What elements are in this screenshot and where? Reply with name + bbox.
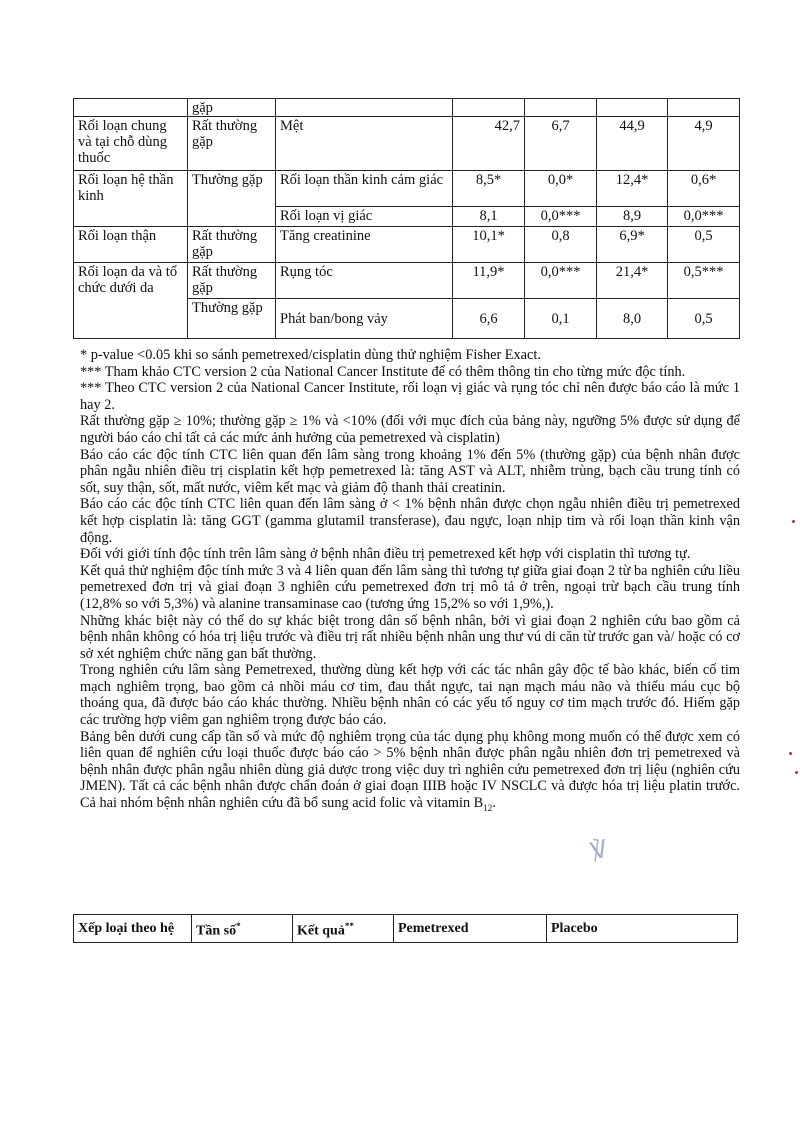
effect-cell: Phát ban/bong vảy xyxy=(276,299,453,339)
value-cell: 0,0*** xyxy=(525,207,597,227)
header-frequency-label: Tần số xyxy=(196,923,237,939)
table-row xyxy=(74,915,738,943)
value-cell: 0,5 xyxy=(668,299,740,339)
system-cell: Rối loạn hệ thần kinh xyxy=(74,171,188,227)
effect-cell: Rối loạn thần kinh cảm giác xyxy=(276,171,453,207)
system-cell: Rối loạn da và tổ chức dưới da xyxy=(74,263,188,339)
value-cell xyxy=(597,99,668,117)
header-placebo: Placebo xyxy=(547,915,738,943)
effect-cell xyxy=(276,99,453,117)
note-text: Bảng bên dưới cung cấp tần số và mức độ nghiêm trọng của tác dụng phụ không mong muốn có thể được xem có liên quan để nghiên cứu loại thuốc được báo cáo > 5% bệnh nhân được phân ngẫu nhiên đơn trị pemetrexed và bệnh nhân được phân ngẫu nhiên dùng giả dược trong việc duy trì nghiên cứu pemetrexed đơn trị liệu (nghiên cứu JMEN). Tất cả các bệnh nhân được chẩn đoán ở giai đoạn IIIB hoặc IV NSCLC và được hóa trị liệu platin trước. Cả hai nhóm bệnh nhân nghiên cứu đã bổ sung acid folic và vitamin B xyxy=(80,728,740,812)
frequency-cell: Rất thường gặp xyxy=(188,117,276,171)
table-row xyxy=(74,263,740,299)
note-paragraph: Rất thường gặp ≥ 10%; thường gặp ≥ 1% và <10% (đối với mục đích của bảng này, ngưỡng 5% được sử dụng để người báo cáo chỉ tất cả các mức ảnh hưởng của pemetrexed và cisplatin) xyxy=(80,413,740,446)
note-paragraph: Kết quả thử nghiệm độc tính mức 3 và 4 liên quan đến lâm sàng thì tương tự giữa giai đoạn 2 từ ba nghiên cứu liều pemetrexed đơn trị và giai đoạn 3 nghiên cứu pemetrexed đơn trị mô tả ở trên, ngoại trừ bạch cầu trung tính (12,8% so với 5,3%) và alanine transaminase cao (tương ứng 15,2% so với 1,9%,). xyxy=(80,562,740,612)
jmen-table-header xyxy=(73,914,738,943)
scan-speck xyxy=(789,752,792,755)
value-cell: 44,9 xyxy=(597,117,668,171)
note-paragraph: Đối với giới tính độc tính trên lâm sàng ở bệnh nhân điều trị pemetrexed kết hợp với cisplatin thì tương tự. xyxy=(80,546,691,563)
system-cell: Rối loạn chung và tại chỗ dùng thuốc xyxy=(74,117,188,171)
value-cell: 6,7 xyxy=(525,117,597,171)
note-paragraph: Trong nghiên cứu lâm sàng Pemetrexed, thường dùng kết hợp với các tác nhân gây độc tế bào khác, biến cố tim mạch nghiêm trọng, bao gồm cả nhồi máu cơ tim, đau thắt ngực, tai nạn mạch máu não và thiếu máu cục bộ thoáng qua, đã được báo cáo khác thường. Nhiều bệnh nhân có các yếu tố nguy cơ tim mạch trước đó. Hiếm gặp các trường hợp viêm gan nghiêm trọng được báo cáo. xyxy=(80,662,740,729)
table-row xyxy=(74,171,740,207)
value-cell: 0,0* xyxy=(525,171,597,207)
value-cell: 0,1 xyxy=(525,299,597,339)
effect-cell: Rụng tóc xyxy=(276,263,453,299)
value-cell: 6,9* xyxy=(597,227,668,263)
note-paragraph: Báo cáo các độc tính CTC liên quan đến lâm sàng trong khoảng 1% đến 5% (thường gặp) của bệnh nhân được phân ngẫu nhiên điều trị cisplatin kết hợp pemetrexed là: tăng AST và ALT, nhiễm trùng, bạch cầu trung tính có sốt, suy thận, sốt, mất nước, viêm kết mạc và giảm độ thanh thải creatinin. xyxy=(80,446,740,496)
header-frequency xyxy=(192,915,293,943)
value-cell: 8,9 xyxy=(597,207,668,227)
value-cell: 6,6 xyxy=(453,299,525,339)
value-cell: 8,1 xyxy=(453,207,525,227)
system-cell xyxy=(74,99,188,117)
subscript: 12 xyxy=(483,802,493,813)
table-row xyxy=(74,99,740,117)
note-paragraph: * p-value <0.05 khi so sánh pemetrexed/cisplatin dùng thử nghiệm Fisher Exact. xyxy=(80,347,541,363)
table-notes xyxy=(80,347,740,816)
value-cell: 21,4* xyxy=(597,263,668,299)
value-cell: 42,7 xyxy=(453,117,525,171)
table-row xyxy=(74,117,740,171)
header-result-label: Kết quả xyxy=(297,923,345,939)
note-paragraph: Báo cáo các độc tính CTC liên quan đến lâm sàng ở < 1% bệnh nhân được chọn ngẫu nhiên điều trị pemetrexed kết hợp cisplatin là: tăng GGT (gamma glutamil transferase), đau ngực, loạn nhịp tim và rối loạn thần kinh vận động. xyxy=(80,496,740,546)
scan-speck xyxy=(792,520,795,523)
value-cell: 0,0*** xyxy=(525,263,597,299)
value-cell: 4,9 xyxy=(668,117,740,171)
frequency-cell: gặp xyxy=(188,99,276,117)
value-cell: 8,5* xyxy=(453,171,525,207)
note-paragraph: *** Theo CTC version 2 của National Cancer Institute, rối loạn vị giác và rụng tóc chỉ nên được báo cáo là mức 1 hay 2. xyxy=(80,380,740,413)
frequency-cell: Rất thường gặp xyxy=(188,227,276,263)
value-cell: 0,5 xyxy=(668,227,740,263)
value-cell: 0,0*** xyxy=(668,207,740,227)
system-cell: Rối loạn thận xyxy=(74,227,188,263)
frequency-cell: Rất thường gặp xyxy=(188,263,276,299)
signature-stamp-icon: ℣ xyxy=(587,834,611,866)
note-paragraph: Những khác biệt này có thể do sự khác biệt trong dân số bệnh nhân, bởi vì giai đoạn 2 nghiên cứu bao gồm cả bệnh nhân không có hóa trị liệu trước và điều trị rất nhiều bệnh nhân ung thư vú di căn từ trước gan và/ hoặc có cơ sở xét nghiệm chức năng gan bất thường. xyxy=(80,612,740,662)
value-cell: 0,8 xyxy=(525,227,597,263)
header-system: Xếp loại theo hệ xyxy=(74,915,192,943)
superscript: ** xyxy=(344,921,354,932)
value-cell: 11,9* xyxy=(453,263,525,299)
superscript: * xyxy=(236,921,241,932)
effect-cell: Tăng creatinine xyxy=(276,227,453,263)
adverse-events-table xyxy=(73,98,740,339)
value-cell: 10,1* xyxy=(453,227,525,263)
frequency-cell: Thường gặp xyxy=(188,299,276,339)
note-paragraph: *** Tham khảo CTC version 2 của National Cancer Institute để có thêm thông tin cho từng mức độc tính. xyxy=(80,363,686,380)
scan-speck xyxy=(795,771,798,774)
value-cell xyxy=(668,99,740,117)
value-cell: 0,5*** xyxy=(668,263,740,299)
header-result xyxy=(293,915,394,943)
value-cell: 12,4* xyxy=(597,171,668,207)
value-cell: 8,0 xyxy=(597,299,668,339)
effect-cell: Rối loạn vị giác xyxy=(276,207,453,227)
note-paragraph xyxy=(80,729,740,817)
value-cell xyxy=(453,99,525,117)
value-cell xyxy=(525,99,597,117)
effect-cell: Mệt xyxy=(276,117,453,171)
value-cell: 0,6* xyxy=(668,171,740,207)
header-pemetrexed: Pemetrexed xyxy=(394,915,547,943)
note-end: . xyxy=(492,795,496,812)
table-row xyxy=(74,227,740,263)
frequency-cell: Thường gặp xyxy=(188,171,276,227)
